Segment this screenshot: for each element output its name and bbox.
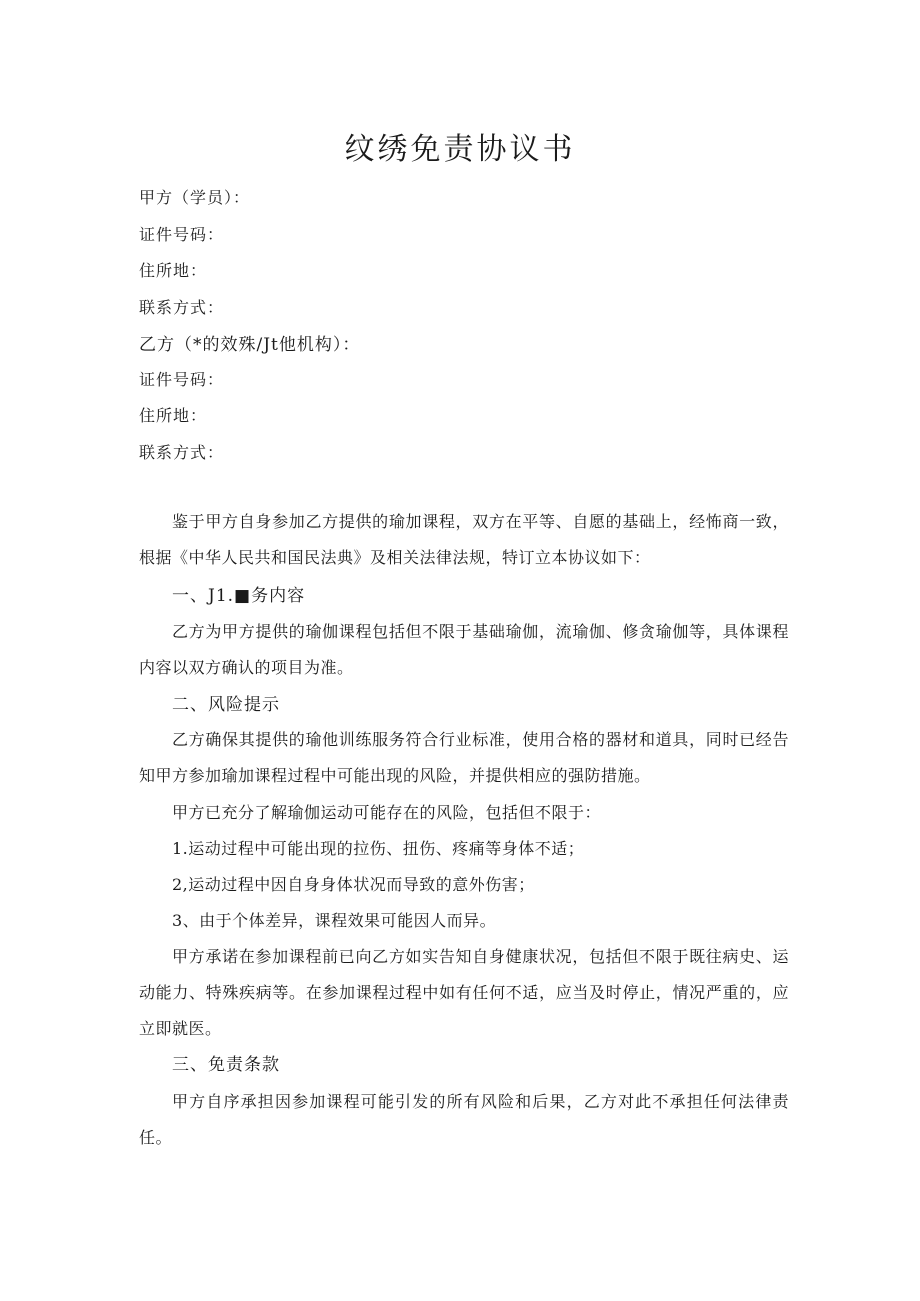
section-1-paragraph-1: 乙方为甲方提供的瑜伽课程包括但不限于基础瑜伽，流瑜伽、修贪瑜伽等，具体课程内容以双方确认的项目为准。 — [139, 622, 789, 677]
party-b-label: 乙方（*的效殊/Jt他机构）： — [139, 335, 361, 355]
section-3-heading: 三、免责条款 — [172, 1055, 280, 1075]
section-2-paragraph-2: 甲方已充分了解瑜伽运动可能存在的风险，包括但不限于： — [172, 803, 602, 822]
party-b-contact: 联系方式： — [139, 443, 225, 462]
party-a-id-number: 证件号码： — [139, 225, 225, 244]
section-2-paragraph-1: 乙方确保其提供的瑜他训练服务符合行业标准，使用合格的器材和道具，同时已经告知甲方参加瑜加课程过程中可能出现的风险，并提供相应的强防措施。 — [139, 730, 789, 785]
section-2-heading: 二、风险提示 — [172, 695, 280, 715]
section-2-list-item-1: 1.运动过程中可能出现的拉伤、扭伤、疼痛等身体不适； — [172, 839, 585, 858]
section-3-paragraph-1: 甲方自序承担因参加课程可能引发的所有风险和后果，乙方对此不承担任何法律责任。 — [139, 1092, 789, 1147]
party-a-address: 住所地： — [139, 261, 208, 280]
section-2-paragraph-3: 甲方承诺在参加课程前已向乙方如实告知自身健康状况，包括但不限于既往病史、运动能力、特殊疾病等。在参加课程过程中如有任何不适，应当及时停止，情况严重的，应立即就医。 — [139, 947, 789, 1038]
preamble-paragraph: 鉴于甲方自身参加乙方提供的瑜加课程，双方在平等、自愿的基础上，经怖商一致，根据《中华人民共和国民法典》及相关法律法规，特订立本协议如下： — [139, 512, 789, 567]
section-2-list-item-2: 2,运动过程中因自身身体状况而导致的意外伤害； — [172, 875, 535, 894]
section-1-heading: 一、J1.■务内容 — [172, 586, 306, 606]
party-b-address: 住所地： — [139, 406, 208, 425]
document-title: 纹绣免责协议书 — [344, 132, 576, 167]
party-b-id-number: 证件号码： — [139, 370, 225, 389]
section-2-list-item-3: 3、由于个体差异，课程效果可能因人而异。 — [172, 911, 497, 930]
party-a-contact: 联系方式： — [139, 298, 225, 317]
party-a-label: 甲方（学员）： — [139, 188, 251, 207]
